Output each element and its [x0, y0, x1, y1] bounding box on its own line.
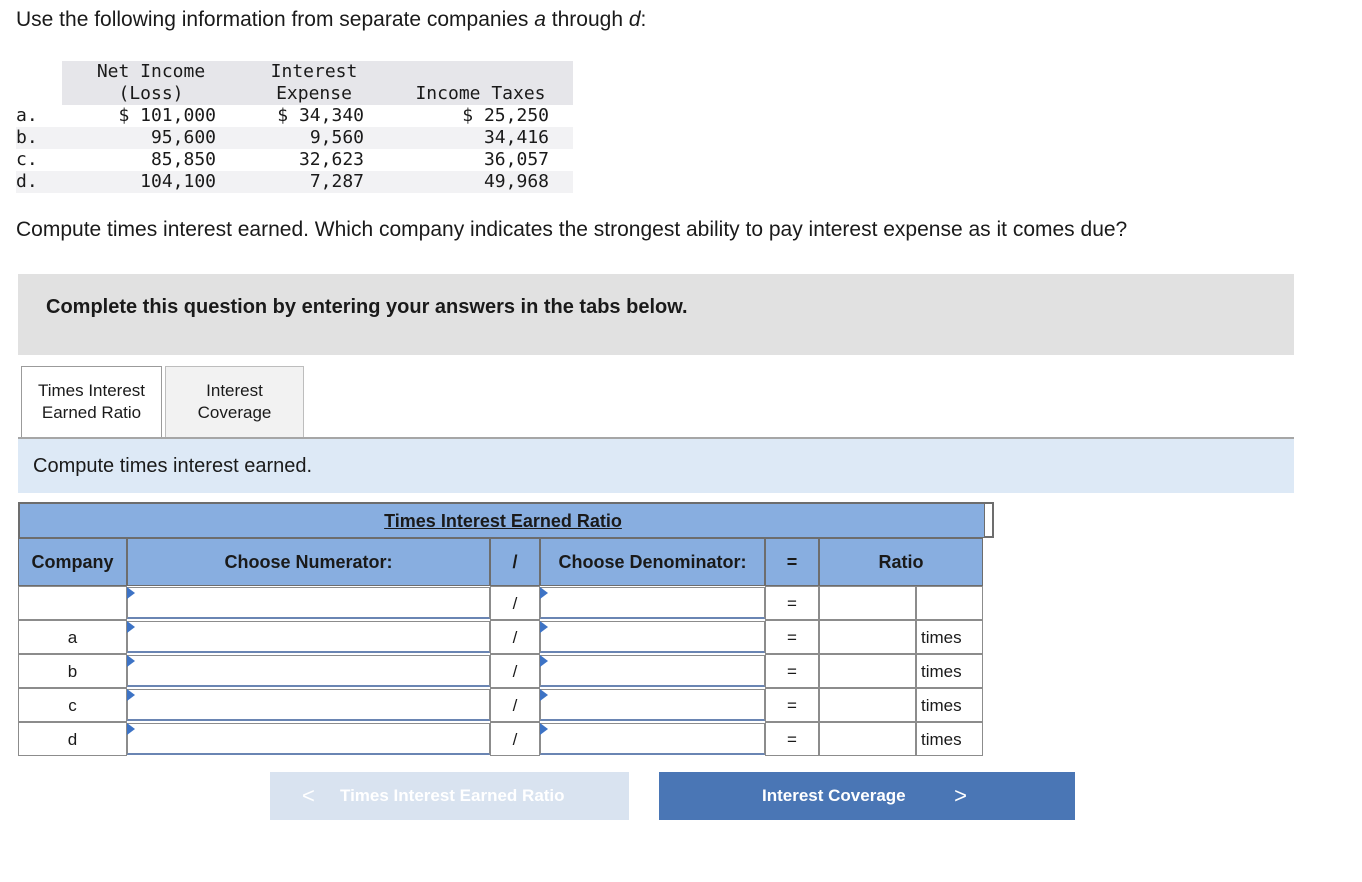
- row-label: d.: [16, 171, 62, 193]
- intro-company-a: a: [534, 8, 546, 31]
- tab-label-line1: Interest: [206, 381, 263, 400]
- header-interest-expense: [240, 61, 388, 105]
- table-row: [16, 171, 573, 193]
- denominator-select[interactable]: [540, 587, 765, 619]
- header-net-income-line2: (Loss): [118, 83, 184, 104]
- grid-caption: [18, 502, 994, 538]
- equals-label: =: [787, 730, 797, 749]
- taxes-cell: $ 25,250: [462, 105, 549, 126]
- unit-label: times: [921, 696, 962, 715]
- unit-cell: [916, 722, 983, 756]
- slash-cell: [490, 688, 540, 722]
- header-ratio-label: Ratio: [878, 552, 924, 572]
- company-cell: [18, 620, 127, 654]
- ratio-input[interactable]: [819, 688, 916, 722]
- dropdown-marker-icon: [540, 655, 548, 667]
- row-label: a.: [16, 105, 38, 126]
- header-taxes-label: Income Taxes: [415, 83, 546, 104]
- unit-cell: [916, 620, 983, 654]
- ratio-input[interactable]: [819, 586, 916, 620]
- dropdown-marker-icon: [540, 689, 548, 701]
- intro-text-part: through: [545, 8, 629, 31]
- company-label: d: [67, 730, 78, 749]
- dropdown-marker-icon: [540, 621, 548, 633]
- tab-times-interest-earned-ratio[interactable]: [21, 366, 162, 440]
- row-label: c.: [16, 149, 38, 170]
- interest-cell: 7,287: [240, 171, 388, 193]
- equals-cell: [765, 586, 819, 620]
- banner-text: Complete this question by entering your answers in the tabs below.: [46, 296, 688, 318]
- taxes-cell: 34,416: [388, 127, 573, 149]
- denominator-select[interactable]: [540, 621, 765, 653]
- tab-label-line1: Times Interest: [37, 381, 146, 400]
- unit-label: times: [921, 662, 962, 681]
- header-net-income-line1: Net Income: [96, 61, 206, 82]
- tab-instruction-text: Compute times interest earned.: [33, 455, 313, 477]
- company-cell: [18, 722, 127, 756]
- header-interest-line2: Expense: [276, 83, 352, 104]
- interest-cell: 9,560: [240, 127, 388, 149]
- equals-label: =: [787, 594, 797, 613]
- slash-label: /: [512, 594, 518, 613]
- numerator-select[interactable]: [127, 621, 490, 653]
- next-tab-label: Interest Coverage: [762, 786, 906, 805]
- header-equals: [765, 538, 819, 586]
- unit-cell: [916, 654, 983, 688]
- dropdown-marker-icon: [127, 689, 135, 701]
- interest-cell: $ 34,340: [277, 105, 364, 126]
- intro-text: [16, 8, 646, 32]
- header-slash-label: /: [512, 552, 518, 572]
- denominator-select[interactable]: [540, 689, 765, 721]
- header-numerator-label: Choose Numerator:: [224, 552, 393, 572]
- slash-label: /: [512, 696, 518, 715]
- dropdown-marker-icon: [127, 723, 135, 735]
- row-label: b.: [16, 127, 62, 149]
- denominator-select[interactable]: [540, 655, 765, 687]
- header-equals-label: =: [786, 552, 798, 572]
- header-blank: [16, 61, 62, 105]
- taxes-cell: 36,057: [483, 149, 549, 170]
- slash-label: /: [512, 662, 518, 681]
- equals-label: =: [787, 696, 797, 715]
- tab-interest-coverage[interactable]: [165, 366, 304, 438]
- net-income-cell: $ 101,000: [118, 105, 216, 126]
- ratio-input[interactable]: [819, 722, 916, 756]
- chevron-left-icon: <: [302, 783, 315, 808]
- company-cell: [18, 586, 127, 620]
- header-company: [18, 538, 127, 586]
- ratio-input[interactable]: [819, 620, 916, 654]
- net-income-cell: 104,100: [62, 171, 240, 193]
- slash-cell: [490, 586, 540, 620]
- slash-label: /: [512, 628, 518, 647]
- header-denominator-label: Choose Denominator:: [558, 552, 747, 572]
- header-net-income: [62, 61, 240, 105]
- dropdown-marker-icon: [540, 587, 548, 599]
- interest-cell: 32,623: [298, 149, 364, 170]
- numerator-select[interactable]: [127, 655, 490, 687]
- intro-company-d: d: [628, 8, 641, 31]
- prev-tab-button[interactable]: [270, 772, 629, 820]
- unit-cell: [916, 688, 983, 722]
- tab-instruction: [18, 439, 1294, 493]
- numerator-select[interactable]: [127, 723, 490, 755]
- dropdown-marker-icon: [127, 587, 135, 599]
- header-slash: [490, 538, 540, 586]
- numerator-select[interactable]: [127, 587, 490, 619]
- company-label: a: [67, 628, 78, 647]
- taxes-cell: 49,968: [388, 171, 573, 193]
- dropdown-marker-icon: [540, 723, 548, 735]
- dropdown-marker-icon: [127, 621, 135, 633]
- header-income-taxes: [388, 61, 573, 105]
- unit-label: times: [921, 730, 962, 749]
- header-numerator: [127, 538, 490, 586]
- tab-label-line2: Coverage: [197, 403, 272, 422]
- grid-caption-text: Times Interest Earned Ratio: [384, 511, 622, 531]
- chevron-right-icon: >: [954, 783, 967, 808]
- company-label: b: [67, 662, 78, 681]
- tab-label-line2: Earned Ratio: [41, 403, 142, 422]
- net-income-cell: 95,600: [62, 127, 240, 149]
- dropdown-marker-icon: [127, 655, 135, 667]
- table-row: [16, 149, 573, 171]
- slash-label: /: [512, 730, 518, 749]
- net-income-cell: 85,850: [150, 149, 216, 170]
- header-company-label: Company: [31, 552, 114, 572]
- equals-label: =: [787, 628, 797, 647]
- numerator-select[interactable]: [127, 689, 490, 721]
- equals-cell: [765, 722, 819, 756]
- denominator-select[interactable]: [540, 723, 765, 755]
- table-row: [16, 105, 573, 127]
- slash-cell: [490, 620, 540, 654]
- unit-cell: [916, 586, 983, 620]
- question-text: Compute times interest earned. Which company indicates the strongest ability to pay interest expense as it comes due?: [16, 218, 1128, 241]
- ratio-input[interactable]: [819, 654, 916, 688]
- table-row: [16, 127, 573, 149]
- intro-text-part: Use the following information from separate companies: [16, 8, 535, 31]
- unit-label: times: [921, 628, 962, 647]
- company-data-table: [16, 61, 573, 193]
- company-label: c: [68, 696, 77, 715]
- slash-cell: [490, 722, 540, 756]
- equals-cell: [765, 688, 819, 722]
- header-ratio: [819, 538, 983, 586]
- equals-cell: [765, 654, 819, 688]
- equals-label: =: [787, 662, 797, 681]
- slash-cell: [490, 654, 540, 688]
- intro-text-part: :: [640, 8, 647, 31]
- company-cell: [18, 654, 127, 688]
- header-interest-line1: Interest: [270, 61, 358, 82]
- header-denominator: [540, 538, 765, 586]
- instructions-banner: [18, 274, 1294, 355]
- next-tab-button[interactable]: [659, 772, 1075, 820]
- prev-tab-label: Times Interest Earned Ratio: [340, 786, 565, 805]
- grid-caption-end: [984, 502, 994, 538]
- company-cell: [18, 688, 127, 722]
- equals-cell: [765, 620, 819, 654]
